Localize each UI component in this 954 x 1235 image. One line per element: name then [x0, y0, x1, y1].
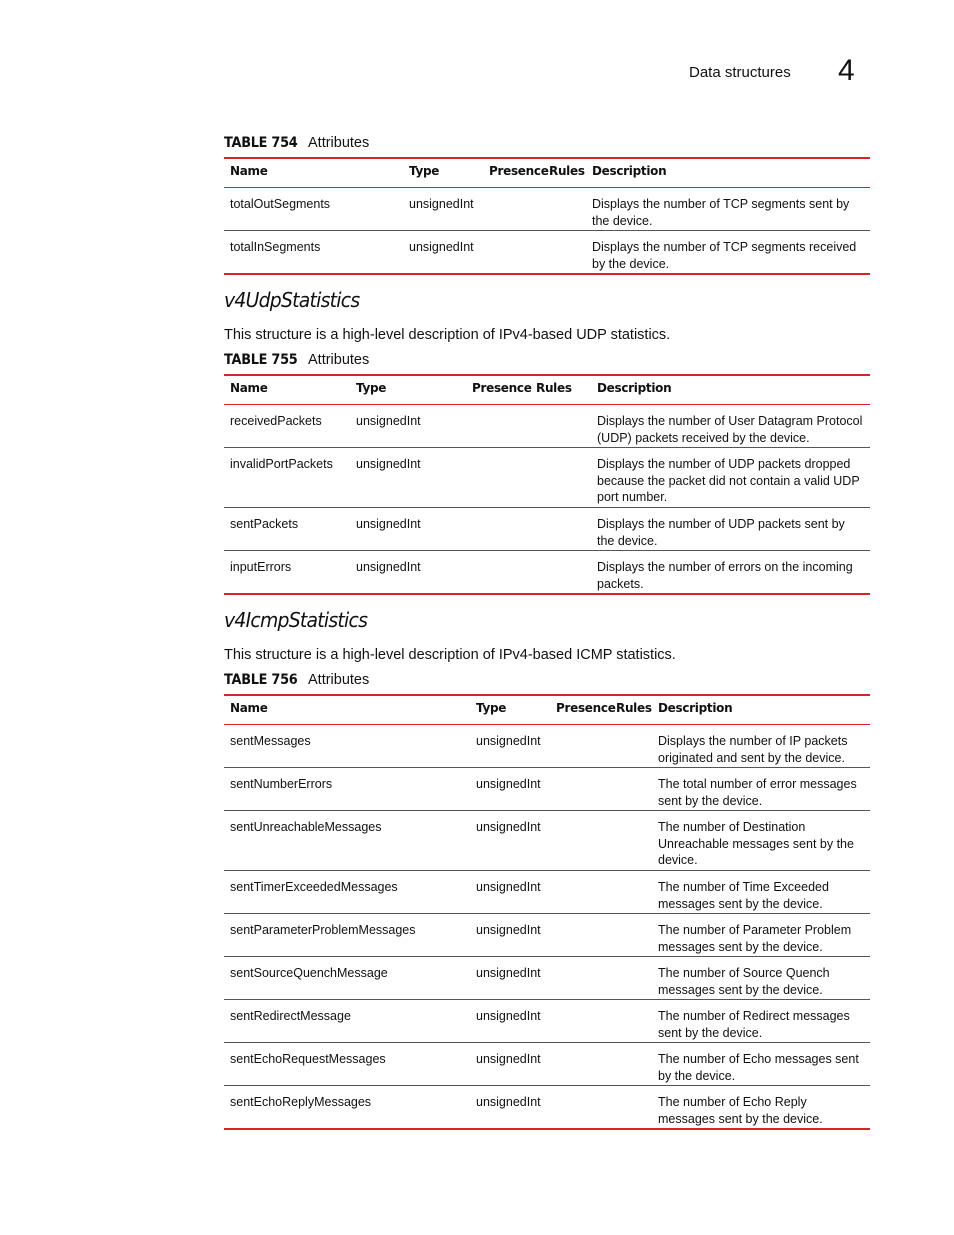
cell-description: The number of Time Exceeded messages sent by the device. — [652, 871, 870, 914]
cell-rules — [543, 188, 586, 231]
section-title-v4udpstatistics: v4UdpStatistics — [224, 288, 360, 312]
cell-presence — [550, 811, 610, 871]
table-754-caption — [224, 135, 370, 151]
chapter-number: 4 — [838, 54, 855, 87]
column-header-type: Type — [350, 375, 466, 405]
table-755-title: Attributes — [308, 352, 370, 368]
cell-presence — [550, 1086, 610, 1130]
cell-name: sentMessages — [230, 734, 311, 748]
table-755 — [224, 374, 870, 595]
cell-name: receivedPackets — [230, 414, 322, 428]
cell-name: sentPackets — [224, 508, 350, 551]
cell-rules — [530, 405, 591, 448]
cell-rules — [610, 914, 652, 957]
cell-presence — [550, 957, 610, 1000]
column-header-description: Description — [652, 695, 870, 725]
column-header-name: Name — [224, 695, 470, 725]
column-header-type: Type — [403, 158, 483, 188]
table-row — [224, 914, 870, 957]
cell-rules — [530, 448, 591, 508]
table-row — [224, 1043, 870, 1086]
cell-name: totalOutSegments — [230, 197, 331, 211]
table-row — [224, 871, 870, 914]
table-755-label: TABLE 755 — [224, 352, 298, 368]
cell-name: sentUnreachableMessages — [224, 811, 470, 871]
cell-name: totalInSegments — [224, 231, 403, 275]
table-row — [224, 551, 870, 595]
cell-presence — [550, 1000, 610, 1043]
cell-type: unsignedInt — [470, 811, 550, 871]
cell-name: sentTimerExceededMessages — [224, 871, 470, 914]
cell-type: unsignedInt — [350, 551, 466, 595]
table-754-title: Attributes — [308, 135, 370, 151]
table-row — [224, 231, 870, 275]
table-row — [224, 448, 870, 508]
table-header-row — [224, 158, 870, 188]
cell-type: unsignedInt — [470, 1086, 550, 1130]
table-754-label: TABLE 754 — [224, 135, 298, 151]
table-756-title: Attributes — [308, 672, 370, 688]
cell-rules — [610, 1086, 652, 1130]
column-header-presence: Presence — [466, 375, 530, 405]
cell-name: sentEchoRequestMessages — [224, 1043, 470, 1086]
running-header-section: Data structures — [689, 64, 791, 81]
table-header-row — [224, 375, 870, 405]
cell-presence — [550, 768, 610, 811]
table-756-caption — [224, 672, 370, 688]
cell-type: unsignedInt — [356, 414, 421, 428]
cell-rules — [610, 725, 652, 768]
table-row — [224, 811, 870, 871]
table-row — [224, 405, 870, 448]
table-row — [224, 1000, 870, 1043]
cell-name: sentSourceQuenchMessage — [224, 957, 470, 1000]
table-row — [224, 188, 870, 231]
cell-presence — [466, 405, 530, 448]
cell-name: invalidPortPackets — [224, 448, 350, 508]
column-header-presence: Presence — [550, 695, 610, 725]
table-row — [224, 768, 870, 811]
table-756 — [224, 694, 870, 1130]
cell-presence — [550, 914, 610, 957]
cell-type: unsignedInt — [470, 914, 550, 957]
cell-description: Displays the number of UDP packets sent by the device. — [591, 508, 870, 551]
table-row — [224, 725, 870, 768]
cell-presence — [483, 231, 543, 275]
table-row — [224, 957, 870, 1000]
cell-type: unsignedInt — [470, 1043, 550, 1086]
table-754 — [224, 157, 870, 275]
section-intro-v4udpstatistics: This structure is a high-level description of IPv4-based UDP statistics. — [224, 327, 671, 343]
cell-type: unsignedInt — [470, 957, 550, 1000]
cell-description: The number of Source Quench messages sent by the device. — [652, 957, 870, 1000]
column-header-rules: Rules — [543, 158, 586, 188]
cell-description: Displays the number of User Datagram Protocol (UDP) packets received by the device. — [597, 414, 863, 445]
cell-rules — [530, 508, 591, 551]
cell-description: Displays the number of TCP segments sent by the device. — [592, 197, 850, 228]
column-header-presence: Presence — [483, 158, 543, 188]
cell-name: inputErrors — [224, 551, 350, 595]
cell-description: The number of Redirect messages sent by the device. — [652, 1000, 870, 1043]
cell-rules — [610, 871, 652, 914]
cell-type: unsignedInt — [476, 734, 541, 748]
cell-description: The number of Destination Unreachable messages sent by the device. — [652, 811, 870, 871]
cell-type: unsignedInt — [409, 197, 474, 211]
cell-rules — [530, 551, 591, 595]
cell-type: unsignedInt — [470, 1000, 550, 1043]
cell-rules — [610, 768, 652, 811]
cell-presence — [550, 725, 610, 768]
cell-presence — [483, 188, 543, 231]
cell-description: Displays the number of IP packets originated and sent by the device. — [658, 734, 848, 765]
cell-presence — [466, 551, 530, 595]
cell-type: unsignedInt — [470, 768, 550, 811]
cell-description: Displays the number of errors on the incoming packets. — [591, 551, 870, 595]
cell-rules — [610, 957, 652, 1000]
column-header-description: Description — [591, 375, 870, 405]
cell-description: The number of Echo Reply messages sent by the device. — [652, 1086, 870, 1130]
cell-rules — [543, 231, 586, 275]
cell-name: sentRedirectMessage — [224, 1000, 470, 1043]
column-header-type: Type — [470, 695, 550, 725]
cell-rules — [610, 1043, 652, 1086]
cell-presence — [550, 1043, 610, 1086]
cell-name: sentParameterProblemMessages — [224, 914, 470, 957]
cell-type: unsignedInt — [350, 448, 466, 508]
column-header-rules: Rules — [610, 695, 652, 725]
cell-description: The total number of error messages sent by the device. — [652, 768, 870, 811]
cell-presence — [466, 508, 530, 551]
cell-rules — [610, 1000, 652, 1043]
table-row — [224, 1086, 870, 1130]
cell-description: The number of Parameter Problem messages sent by the device. — [652, 914, 870, 957]
cell-description: Displays the number of UDP packets dropped because the packet did not contain a valid UDP port number. — [591, 448, 870, 508]
cell-type: unsignedInt — [470, 871, 550, 914]
cell-type: unsignedInt — [403, 231, 483, 275]
column-header-rules: Rules — [530, 375, 591, 405]
column-header-description: Description — [586, 158, 870, 188]
column-header-name: Name — [224, 158, 403, 188]
cell-presence — [550, 871, 610, 914]
section-intro-v4icmpstatistics: This structure is a high-level description of IPv4-based ICMP statistics. — [224, 647, 676, 663]
cell-type: unsignedInt — [350, 508, 466, 551]
table-755-caption — [224, 352, 370, 368]
column-header-name: Name — [224, 375, 350, 405]
cell-presence — [466, 448, 530, 508]
table-756-label: TABLE 756 — [224, 672, 298, 688]
cell-name: sentNumberErrors — [224, 768, 470, 811]
cell-description: The number of Echo messages sent by the device. — [652, 1043, 870, 1086]
table-header-row — [224, 695, 870, 725]
cell-rules — [610, 811, 652, 871]
cell-name: sentEchoReplyMessages — [224, 1086, 470, 1130]
section-title-v4icmpstatistics: v4IcmpStatistics — [224, 608, 368, 632]
cell-description: Displays the number of TCP segments received by the device. — [586, 231, 870, 275]
table-row — [224, 508, 870, 551]
